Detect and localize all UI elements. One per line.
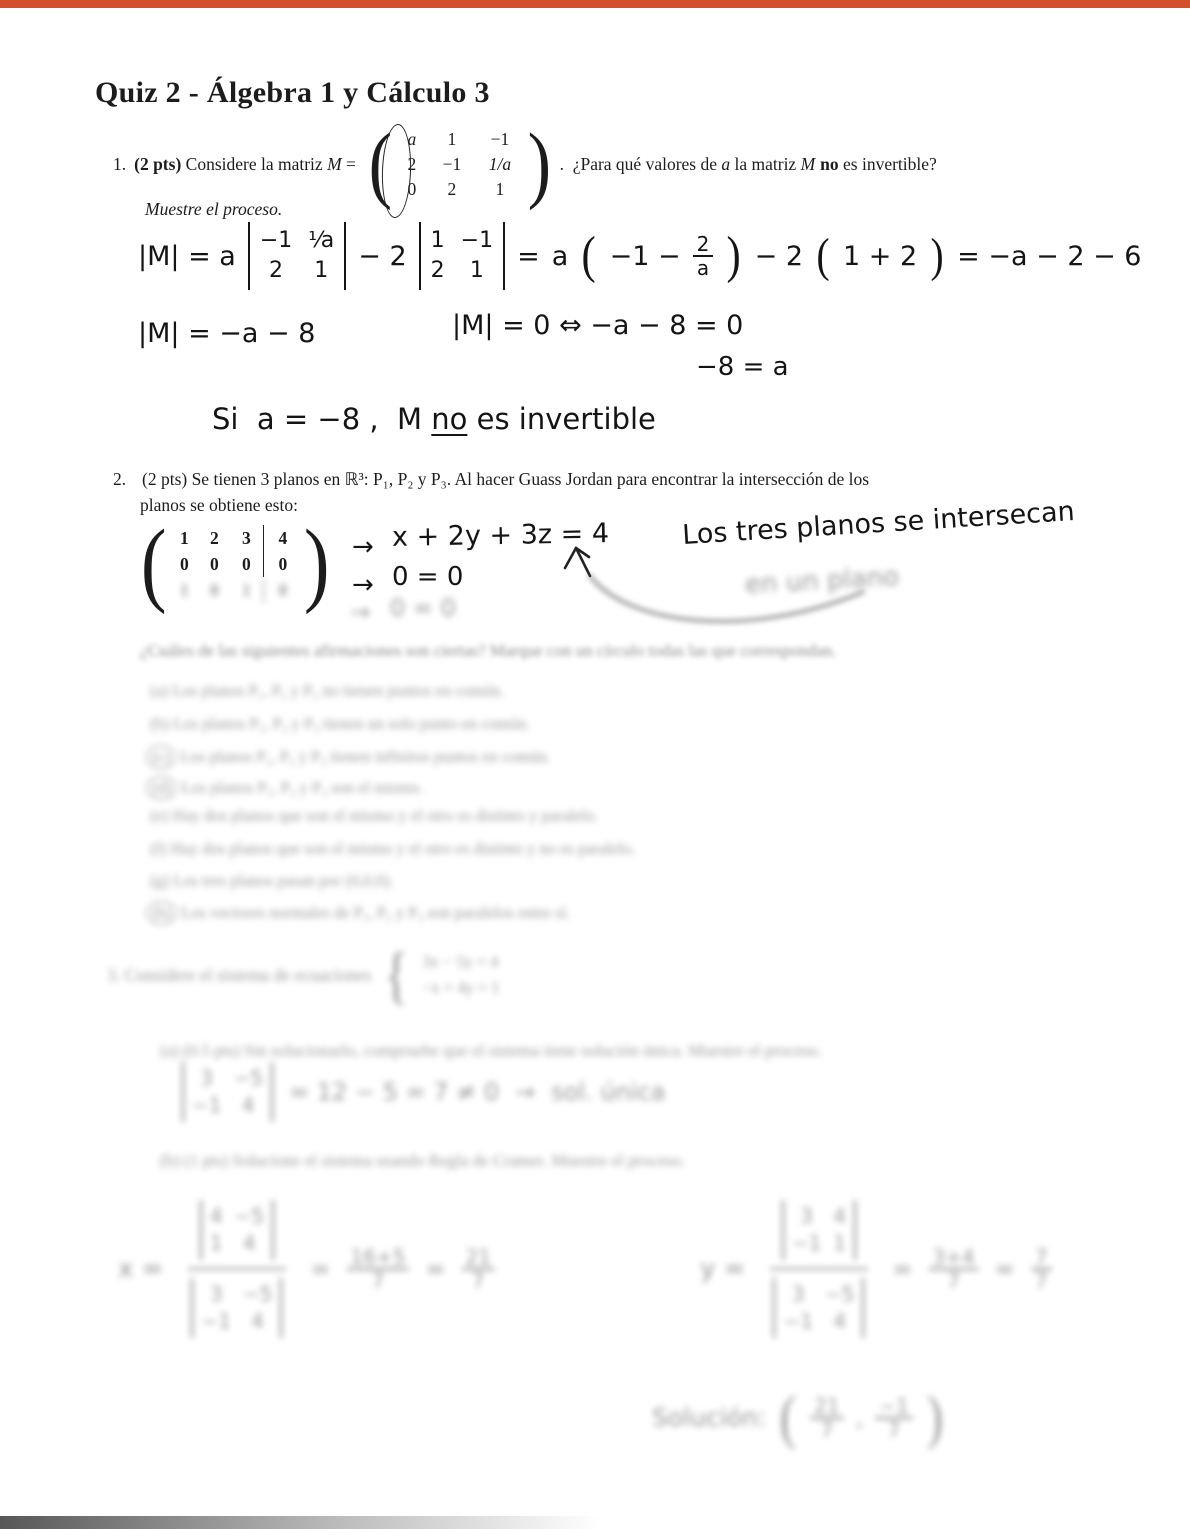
- det-cell: −1: [783, 1309, 813, 1333]
- hw-conclusion-2: es invertible: [467, 402, 656, 436]
- a-symbol: a: [721, 154, 731, 174]
- frac-num: 7: [1031, 1246, 1052, 1270]
- solution-label: Solución:: [652, 1403, 767, 1432]
- option-text: Hay dos planos que son el mismo y el otro es distinto y no es paralelo.: [170, 839, 636, 858]
- scan-edge-bottom: [0, 1516, 600, 1529]
- det-cell: 4: [251, 1309, 265, 1333]
- det-cell: 1: [469, 258, 484, 283]
- frac-num: 3+4: [929, 1246, 979, 1270]
- option-letter: (g): [150, 871, 170, 890]
- aug-cell: 3: [241, 527, 251, 548]
- matrix-cell: 1: [495, 178, 505, 199]
- hw-close-paren-2: ): [930, 228, 944, 282]
- hw-arrow: →: [515, 1078, 536, 1106]
- frac-den: a: [696, 256, 710, 280]
- cramer-x-frac-mid: [347, 1246, 410, 1292]
- hw-note-intersecan: Los tres planos se intersecan: [681, 496, 1076, 551]
- curved-arrow-annotation: [558, 540, 898, 645]
- hw-sol-unica: sol. única: [551, 1078, 666, 1106]
- frac-den: 7: [1034, 1269, 1048, 1293]
- option-d-blurred: [146, 776, 423, 800]
- hw-conclusion: [212, 402, 656, 436]
- hw-det-simplified: |M| = −a − 8: [138, 318, 316, 349]
- matrix-cell: 1/a: [488, 153, 512, 174]
- cramer-y-den-det: [773, 1278, 864, 1338]
- det-cell: ¹⁄a: [308, 228, 335, 253]
- det-cell: 3: [200, 1066, 214, 1090]
- hw-minor-1: [248, 222, 346, 290]
- problem-1-question-3: es invertible?: [838, 154, 937, 174]
- det-cell: −5: [234, 1204, 265, 1228]
- matrix-cell: 2: [407, 153, 417, 174]
- solution-comma: ,: [855, 1403, 864, 1432]
- row3-arrow-blurred: →: [350, 598, 371, 626]
- det-cell: 1: [209, 1231, 223, 1255]
- matrix-cell: 1: [447, 128, 457, 149]
- part-b-blurred: (b) (1 pts) Solucione el sistema usando Regla de Cramer. Muestre el proceso.: [160, 1151, 685, 1170]
- solution-x-frac: [810, 1395, 843, 1441]
- matrix-cell: −1: [490, 128, 510, 149]
- system-eq-1: 3x − 5y = 4: [422, 952, 499, 972]
- det-cell: −5: [242, 1282, 273, 1306]
- hw-cramer-y-blurred: [700, 1198, 1052, 1340]
- frac-num: 21: [462, 1246, 495, 1270]
- hw-close-paren: ): [726, 226, 742, 284]
- hw-minus-2b: − 2: [754, 240, 804, 272]
- option-text: Hay dos planos que son el mismo y el otro es distinto y paralelo.: [172, 806, 599, 825]
- aug-cell: 0: [241, 553, 251, 574]
- cramer-y-frac-mid: [929, 1246, 979, 1292]
- solution-y-frac: [875, 1395, 912, 1441]
- option-text: Los planos P₁, P₂ y P₃ tienen infinitos puntos en común.: [180, 747, 551, 766]
- scan-edge-top: [0, 0, 1190, 8]
- problem-3-lead: 3. Considere el sistema de ecuaciones: [107, 965, 372, 986]
- option-letter-circled: (h): [146, 901, 177, 925]
- det-cell: 1: [314, 258, 329, 283]
- hw-det-zero-condition: |M| = 0 ⇔ −a − 8 = 0: [452, 310, 744, 341]
- cramer-y-frac-result: [1031, 1246, 1052, 1292]
- matrix-cell: −1: [442, 153, 462, 174]
- det-cell: 1: [833, 1231, 847, 1255]
- cramer-x-lhs: x =: [118, 1254, 164, 1284]
- part-a-blurred: (a) (0.5 pts) Sin solucionarlo, compruebe que el sistema tiene solución única. Muestre el proceso.: [160, 1041, 822, 1060]
- problem-2-line1: [140, 466, 869, 492]
- frac-den: 7: [947, 1269, 960, 1293]
- solution-open-paren: (: [780, 1384, 797, 1450]
- hw-minor-2: [419, 222, 505, 290]
- equals-sign: =: [341, 154, 361, 174]
- mc-prompt-blurred: ¿Cuáles de las siguientes afirmaciones son ciertas? Marque con un círculo todas las que correspondan.: [140, 641, 837, 660]
- option-text: Los vectores normales de P₁, P₂ y P₃ son paralelos entre sí.: [181, 903, 571, 922]
- hw-part-a-work-blurred: [182, 1062, 665, 1122]
- cramer-x-frac-result: [462, 1246, 495, 1292]
- hw-a: a: [551, 240, 569, 272]
- frac-num: 21: [810, 1395, 843, 1419]
- aug-cell-blurred: 1: [179, 579, 189, 600]
- cramer-y-lhs: y =: [700, 1254, 746, 1284]
- page-title: Quiz 2 - Álgebra 1 y Cálculo 3: [95, 76, 490, 109]
- det-cell: 4: [209, 1204, 223, 1228]
- option-letter: (f): [150, 839, 167, 858]
- hw-det-expansion: [138, 222, 1141, 290]
- hw-minus-2: − 2: [358, 240, 407, 272]
- no-emphasis: no: [820, 154, 839, 174]
- frac-den: 7: [820, 1417, 834, 1442]
- problem-2-text: (2 pts) Se tienen 3 planos en ℝ³: P₁, P₂ y P₃. Al hacer Guass Jordan para encontrar la intersección de los: [142, 469, 870, 489]
- matrix-left-paren: (: [368, 115, 393, 212]
- problem-1-points: (2 pts): [134, 154, 182, 174]
- hw-open-paren-2: (: [816, 228, 830, 282]
- det-cell: −5: [233, 1066, 263, 1090]
- det-cell: 4: [242, 1231, 256, 1255]
- det-cell: 4: [241, 1093, 255, 1117]
- frac-den: 7: [371, 1269, 385, 1293]
- det-cell: 3: [791, 1282, 805, 1306]
- matrix-cell: a: [407, 128, 417, 149]
- matrix-right-paren: ): [527, 115, 551, 212]
- hw-det-lhs: |M| = a: [138, 240, 236, 272]
- option-h-blurred: [146, 901, 570, 925]
- system-brace: {: [384, 939, 410, 1010]
- option-g-blurred: [150, 871, 393, 891]
- aug-cell-blurred: 1: [241, 579, 251, 600]
- det-cell: 2: [430, 258, 445, 283]
- det-cell: −1: [201, 1309, 231, 1333]
- solution-close-paren: ): [926, 1384, 943, 1450]
- system-equations: [422, 949, 499, 1001]
- option-letter-circled: (d): [146, 776, 177, 800]
- hw-conclusion-no: no: [431, 402, 468, 436]
- option-b-blurred: [150, 714, 530, 734]
- det-cell: 3: [800, 1204, 813, 1228]
- hw-equation-1: x + 2y + 3z = 4: [391, 518, 610, 553]
- cramer-x-fraction: [179, 1198, 294, 1340]
- option-text: Los tres planos pasan por (0,0,0).: [173, 871, 394, 890]
- det-cell: 4: [833, 1204, 847, 1228]
- equals: =: [994, 1255, 1015, 1283]
- option-a-blurred: [150, 681, 504, 701]
- hw-open-paren: (: [581, 226, 597, 284]
- hw-frac-2-over-a: [693, 233, 714, 279]
- problem-1-number: 1.: [113, 154, 127, 174]
- frac-num: 2: [693, 233, 714, 257]
- equals: =: [310, 1255, 331, 1283]
- matrix-cell: 2: [447, 178, 457, 199]
- aug-grid: [169, 525, 301, 603]
- frac-num: −1: [875, 1395, 912, 1419]
- equals: =: [892, 1255, 913, 1283]
- hw-solution-blurred: [652, 1384, 945, 1450]
- problem-1-question-1: . ¿Para qué valores de: [559, 154, 722, 174]
- det-cell: 2: [269, 258, 284, 283]
- problem-1-question-2: la matriz: [730, 154, 801, 174]
- hw-equation-3-blurred: 0 = 0: [390, 594, 456, 622]
- hw-a-equals: −8 = a: [696, 352, 789, 382]
- aug-cell: 0: [263, 551, 301, 577]
- hw-system-det: [182, 1062, 273, 1122]
- problem-3-statement-blurred: [107, 939, 500, 1010]
- aug-cell: 0: [209, 553, 219, 574]
- cramer-x-num-det: [200, 1200, 274, 1260]
- cramer-y-num-det: [782, 1200, 856, 1260]
- hw-equation-2: 0 = 0: [392, 562, 464, 592]
- cramer-y-fraction: [761, 1198, 876, 1340]
- option-letter-circled: (c): [146, 745, 176, 769]
- option-text: Los planos P₁, P₂ y P₃ son el mismo.: [181, 778, 424, 797]
- aug-cell-blurred: 0: [209, 579, 219, 600]
- option-letter: (e): [150, 806, 169, 825]
- det-cell: −5: [824, 1282, 855, 1306]
- matrix-m-grid: [395, 127, 525, 202]
- hw-det-value: = 12 − 5 = 7 ≠ 0: [288, 1078, 500, 1106]
- frac-den: 7: [471, 1269, 485, 1293]
- frac-den: 7: [887, 1417, 901, 1442]
- option-text: Los planos P₁, P₂ y P₃ tienen un solo punto en común.: [173, 714, 531, 733]
- problem-2-line2: planos se obtiene esto:: [140, 495, 298, 515]
- hw-result: = −a − 2 − 6: [957, 240, 1142, 272]
- option-letter: (a): [150, 681, 169, 700]
- det-cell: 4: [833, 1309, 847, 1333]
- aug-cell: 2: [209, 527, 219, 548]
- row2-arrow: →: [352, 570, 374, 600]
- option-text: Los planos P₁, P₂ y P₃ no tienen puntos en común.: [172, 681, 505, 700]
- det-cell: 3: [209, 1282, 223, 1306]
- hw-cramer-x-blurred: [118, 1198, 495, 1340]
- aug-cell-blurred: 0: [263, 577, 301, 603]
- problem-2-number: 2.: [113, 469, 127, 489]
- cramer-x-den-det: [191, 1278, 282, 1338]
- row1-arrow: →: [352, 532, 374, 562]
- muestre-el-proceso: Muestre el proceso.: [145, 199, 283, 219]
- frac-num: 16+5: [347, 1246, 410, 1270]
- det-cell: −1: [259, 228, 293, 253]
- m-symbol: M: [800, 154, 816, 174]
- augmented-matrix: [138, 511, 333, 615]
- problem-1-text-lead: Considere la matriz: [181, 154, 328, 174]
- matrix-m-symbol: M: [327, 154, 342, 174]
- det-cell: −1: [460, 228, 494, 253]
- aug-cell: 4: [263, 525, 301, 551]
- equals: =: [425, 1255, 446, 1283]
- option-e-blurred: [150, 806, 599, 826]
- hw-note-plano-blurred: en un plano: [744, 561, 900, 601]
- aug-cell: 0: [179, 553, 189, 574]
- aug-left-paren: (: [140, 511, 167, 615]
- matrix-m: [366, 115, 553, 212]
- aug-right-paren: ): [304, 511, 330, 615]
- option-letter: (b): [150, 714, 170, 733]
- hw-conclusion-1: Si a = −8 , M: [212, 402, 432, 436]
- aug-cell: 1: [179, 527, 189, 548]
- option-c-blurred: [146, 745, 551, 769]
- system-eq-2: −x + 4y = 1: [422, 978, 500, 998]
- hw-neg1-minus: −1 −: [609, 240, 681, 272]
- det-cell: −1: [791, 1231, 822, 1255]
- option-f-blurred: [150, 839, 635, 859]
- det-cell: 1: [430, 228, 445, 253]
- hw-equals: =: [517, 240, 540, 272]
- hw-1-plus-2: 1 + 2: [843, 240, 918, 272]
- det-cell: −1: [192, 1093, 222, 1117]
- matrix-cell: 0: [407, 178, 417, 199]
